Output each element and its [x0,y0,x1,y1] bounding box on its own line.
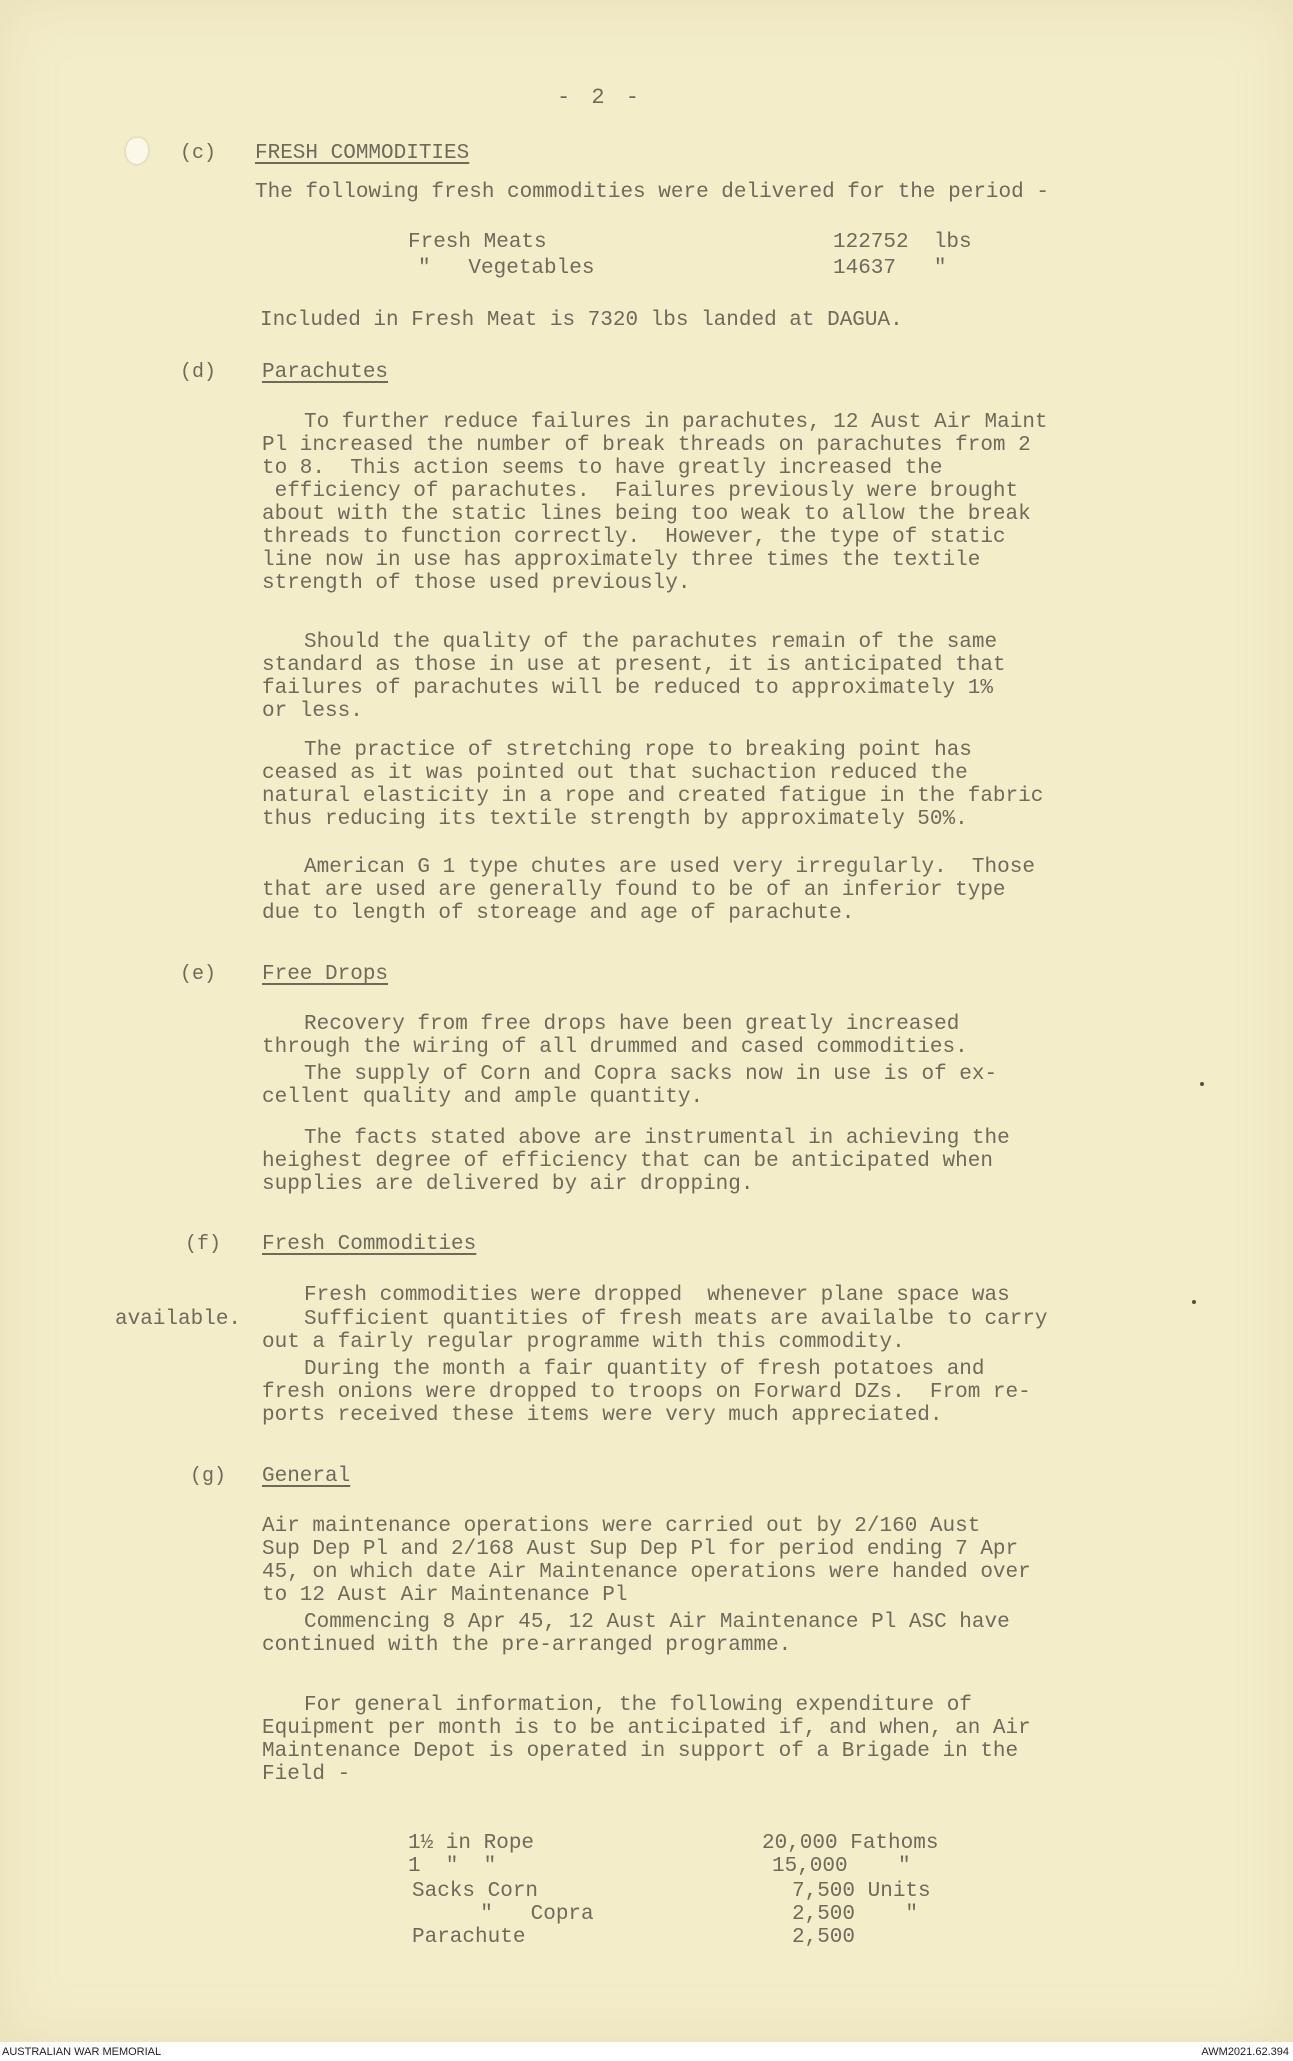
commodity-qty: 14637 " [833,257,947,280]
section-d-label: (d) [180,361,217,384]
section-e-heading: Free Drops [262,963,389,986]
equipment-qty: 15,000 " [772,1855,911,1878]
paragraph-line: The facts stated above are instrumental in achieving the [304,1127,1010,1150]
equipment-item: 1½ in Rope [408,1832,535,1855]
page-number: - 2 - [556,85,643,110]
ink-speck [1200,1082,1204,1086]
paragraph-line: American G 1 type chutes are used very irregularly. Those [304,856,1035,879]
paragraph-line: During the month a fair quantity of fresh potatoes and [304,1358,985,1381]
paragraph-line: out a fairly regular programme with this commodity. [262,1331,905,1354]
equipment-qty: 7,500 Units [792,1880,931,1903]
paragraph-line: Sup Dep Pl and 2/168 Aust Sup Dep Pl for period ending 7 Apr [262,1538,1019,1561]
paragraph-line: Should the quality of the parachutes remain of the same [304,631,998,654]
paragraph-line: Maintenance Depot is operated in support of a Brigade in the [262,1740,1019,1763]
section-c-label: (c) [180,142,217,165]
paragraph-line: or less. [262,700,363,723]
equipment-item: Parachute [412,1926,526,1949]
paragraph-line: about with the static lines being too weak to allow the break [262,503,1031,526]
section-c-intro: The following fresh commodities were delivered for the period - [255,181,1049,204]
paragraph-line: efficiency of parachutes. Failures previously were brought [262,480,1019,503]
paragraph-line: natural elasticity in a rope and created fatigue in the fabric [262,785,1044,808]
paragraph-line: To further reduce failures in parachutes, 12 Aust Air Maint [304,411,1048,434]
equipment-item: Sacks Corn [412,1880,539,1903]
paragraph-line: line now in use has approximately three times the textile [262,549,981,572]
equipment-item: " Copra [455,1903,594,1926]
paragraph-line: standard as those in use at present, it is anticipated that [262,654,1006,677]
paragraph-line: through the wiring of all drummed and cased commodities. [262,1036,968,1059]
footer-accession: AWM2021.62.394 [1201,2046,1289,2058]
paragraph-line: thus reducing its textile strength by approximately 50%. [262,808,968,831]
equipment-qty: 20,000 Fathoms [762,1832,939,1855]
paragraph-line: heighest degree of efficiency that can be anticipated when [262,1150,993,1173]
equipment-qty: 2,500 " [792,1903,919,1926]
paragraph-line: Equipment per month is to be anticipated if, and when, an Air [262,1717,1031,1740]
equipment-qty: 2,500 [792,1926,856,1949]
equipment-item: 1 " " [408,1855,497,1878]
paragraph-line: failures of parachutes will be reduced to approximately 1% [262,677,993,700]
paragraph-line: ports received these items were very much appreciated. [262,1404,943,1427]
punch-hole [126,138,148,164]
footer-source: AUSTRALIAN WAR MEMORIAL [2,2046,162,2058]
paragraph-line: strength of those used previously. [262,572,691,595]
paragraph-line: Field - [262,1763,351,1786]
paragraph-line: Fresh commodities were dropped whenever plane space was [304,1284,1010,1307]
paragraph-line: Sufficient quantities of fresh meats are availalbe to carry [304,1308,1048,1331]
paragraph-line: cellent quality and ample quantity. [262,1086,704,1109]
section-d-heading: Parachutes [262,361,389,384]
section-f-label: (f) [185,1233,222,1256]
paragraph-line: Commencing 8 Apr 45, 12 Aust Air Maintenance Pl ASC have [304,1611,1010,1634]
paragraph-line: continued with the pre-arranged programme. [262,1634,792,1657]
commodity-item: Fresh Meats [408,231,547,254]
paragraph-line: supplies are delivered by air dropping. [262,1173,754,1196]
paragraph-line: The supply of Corn and Copra sacks now in use is of ex- [304,1063,998,1086]
paragraph-line: Recovery from free drops have been greatly increased [304,1013,960,1036]
commodity-item: " Vegetables [418,257,595,280]
section-g-label: (g) [190,1465,227,1488]
paragraph-line: ceased as it was pointed out that suchaction reduced the [262,762,968,785]
section-f-heading: Fresh Commodities [262,1233,477,1256]
section-g-heading: General [262,1465,351,1488]
section-c-note: Included in Fresh Meat is 7320 lbs landed at DAGUA. [260,309,903,332]
paragraph-line: Pl increased the number of break threads on parachutes from 2 [262,434,1031,457]
margin-word: available. [115,1308,242,1331]
paragraph-line: For general information, the following expenditure of [304,1694,972,1717]
paragraph-line: fresh onions were dropped to troops on Forward DZs. From re- [262,1381,1031,1404]
paragraph-line: 45, on which date Air Maintenance operations were handed over [262,1561,1031,1584]
ink-speck [1192,1300,1196,1304]
paragraph-line: to 12 Aust Air Maintenance Pl [262,1584,628,1607]
section-e-label: (e) [180,963,217,986]
section-c-heading: FRESH COMMODITIES [255,142,470,165]
paragraph-line: to 8. This action seems to have greatly increased the [262,457,943,480]
commodity-qty: 122752 lbs [833,231,972,254]
paragraph-line: Air maintenance operations were carried out by 2/160 Aust [262,1515,981,1538]
paragraph-line: that are used are generally found to be of an inferior type [262,879,1006,902]
paragraph-line: threads to function correctly. However, the type of static [262,526,1006,549]
paragraph-line: The practice of stretching rope to breaking point has [304,739,972,762]
paragraph-line: due to length of storeage and age of parachute. [262,902,855,925]
